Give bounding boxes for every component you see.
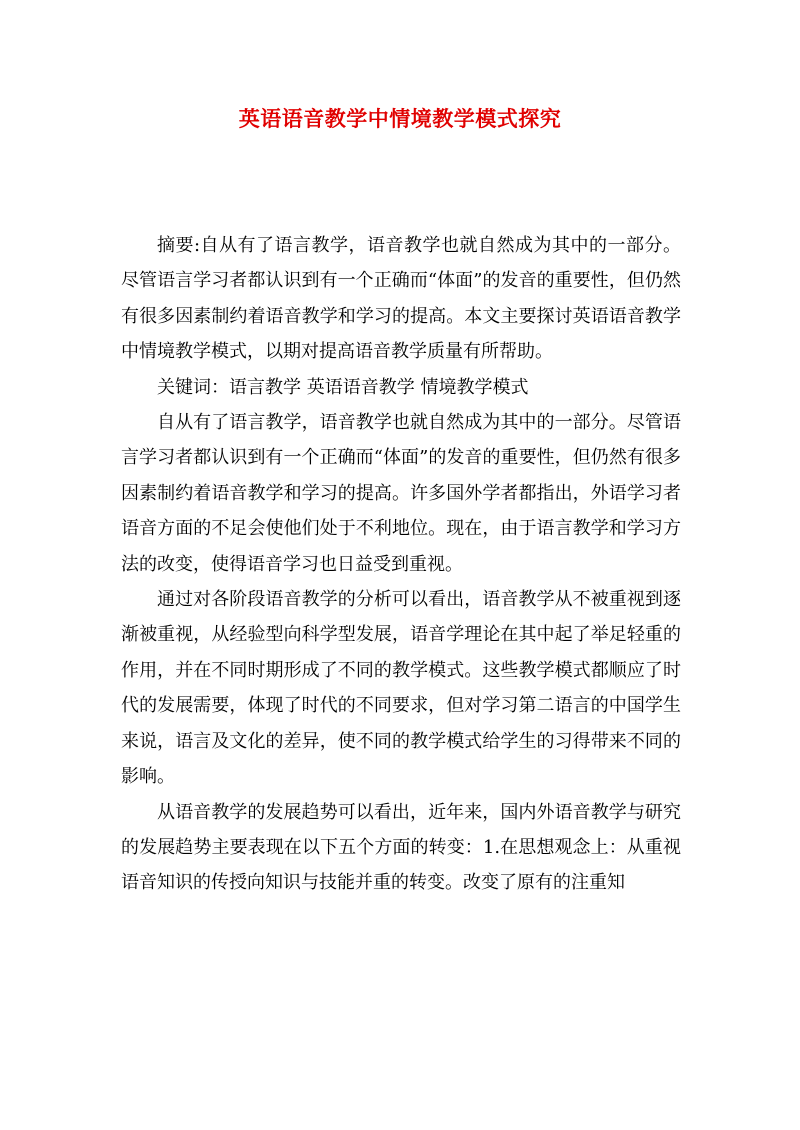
keywords-line: 关键词：语言教学 英语语音教学 情境教学模式 <box>157 376 529 398</box>
abstract-paragraph <box>121 228 681 370</box>
body-paragraph-2: 通过对各阶段语音教学的分析可以看出，语音教学从不被重视到逐渐被重视，从经验型向科学型发展，语音学理论在其中起了举足轻重的作用，并在不同时期形成了不同的教学模式。这些教学模式都顺应了时代的发展需要，体现了时代的不同要求，但对学习第二语言的中国学生来说，语言及文化的差异，使不同的教学模式给学生的习得带来不同的影响。 <box>121 589 681 788</box>
body-paragraph-1: 自从有了语言教学，语音教学也就自然成为其中的一部分。尽管语言学习者都认识到有一个正确而“体面”的发音的重要性，但仍然有很多因素制约着语音教学和学习的提高。许多国外学者都指出，外语学习者语音方面的不足会使他们处于不利地位。现在，由于语言教学和学习方法的改变，使得语音学习也日益受到重视。 <box>121 412 681 575</box>
body-paragraph-3: 从语音教学的发展趋势可以看出，近年来，国内外语音教学与研究的发展趋势主要表现在以下五个方面的转变：1.在思想观念上：从重视语音知识的传授向知识与技能并重的转变。改变了原有的注重知 <box>121 801 681 894</box>
document-title: 英语语音教学中情境教学模式探究 <box>238 106 562 131</box>
document-body <box>121 228 681 901</box>
abstract-text: 自从有了语言教学，语音教学也就自然成为其中的一部分。尽管语言学习者都认识到有一个正确而“体面”的发音的重要性，但仍然有很多因素制约着语音教学和学习的提高。本文主要探讨英语语音教学中情境教学模式，以期对提高语音教学质量有所帮助。 <box>121 235 681 363</box>
abstract-label: 摘要: <box>157 235 201 256</box>
